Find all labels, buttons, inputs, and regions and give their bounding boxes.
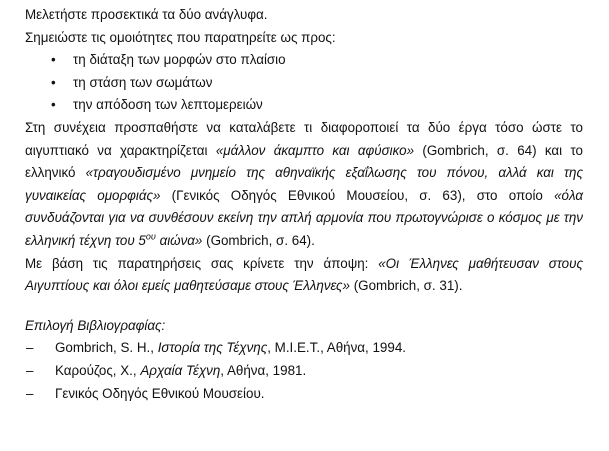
dash-icon: – [26,340,34,356]
bullet-dot-icon: • [51,74,56,90]
quote-egyptian: «μάλλον άκαμπτο και αφύσικο» [215,142,415,158]
quote-harmony: «όλα συνδυάζονται για να συνθέσουν εκείνη την απλή αρμονία που πρωτογνώρισε ο κόσμος με την ελληνική τέχνη του $5^{o\upsilon}$ αιώνα» [25,187,584,248]
paragraph-text: (Gombrich, σ. 64) και το ελληνικό [25,142,583,181]
bullet-item [25,72,583,95]
paragraph-text: (Gombrich, σ. 64). [202,232,315,248]
bibliography-heading: Επιλογή Βιβλιογραφίας: [25,317,166,333]
book-title: Ιστορία της Τέχνης [157,340,268,356]
section-spacer [25,298,583,315]
intro-line-2: Σημειώστε τις ομοιότητες που παρατηρείτε ως προς: [25,29,336,45]
bullet-text: τη στάση των σωμάτων [73,74,213,90]
intro-line-1: Μελετήστε προσεκτικά τα δύο ανάγλυφα. [25,7,268,22]
bullet-dot-icon: • [51,52,56,68]
final-paragraph [25,253,583,298]
bibliography-item: – Γενικός Οδηγός Εθνικού Μουσείου. [25,383,583,406]
comparison-bullet-list [25,49,583,117]
paragraph-text: (Γενικός Οδηγός Εθνικού Μουσείου, σ. 63), στο οποίο [160,187,555,203]
bibliography-item: – Καρούζος, Χ., Αρχαία Τέχνη, Αθήνα, 1981. [25,360,583,383]
dash-icon: – [26,362,34,378]
paragraph-text: Με βάση τις παρατηρήσεις σας κρίνετε την άποψη: [25,255,379,271]
quote-greeks: «Οι Έλληνες μαθήτευσαν στους Αιγυπτίους και όλοι εμείς μαθητεύσαμε στους Έλληνες» [25,255,583,294]
paragraph-text: (Gombrich, σ. 31). [350,278,463,294]
analysis-paragraph [25,117,583,253]
bullet-item [25,94,583,117]
bullet-dot-icon: • [51,97,56,113]
bibliography-item: – Gombrich, S. H., Ιστορία της Τέχνης, Μ.Ι.Ε.Τ., Αθήνα, 1994. [25,337,583,360]
book-title: Αρχαία Τέχνη [140,362,221,378]
quote-greek: «τραγουδισμένο μνημείο της αθηναϊκής εξαΐλωσης του πόνου, αλλά και της γυναικείας ομορφιάς» [25,165,583,203]
bullet-item [25,49,583,72]
paragraph-text: Στη συνέχεια προσπαθήστε να καταλάβετε τι διαφοροποιεί τα δύο έργα τόσο ώστε το αιγυπτιακό να χαρακτηρίζεται [25,119,583,158]
superscript-ordinal: ου [145,231,156,242]
dash-icon: – [26,385,34,401]
bullet-text: την απόδοση των λεπτομερειών [73,97,263,113]
bullet-text: τη διάταξη των μορφών στο πλαίσιο [73,52,286,68]
bibliography-list [25,337,583,405]
